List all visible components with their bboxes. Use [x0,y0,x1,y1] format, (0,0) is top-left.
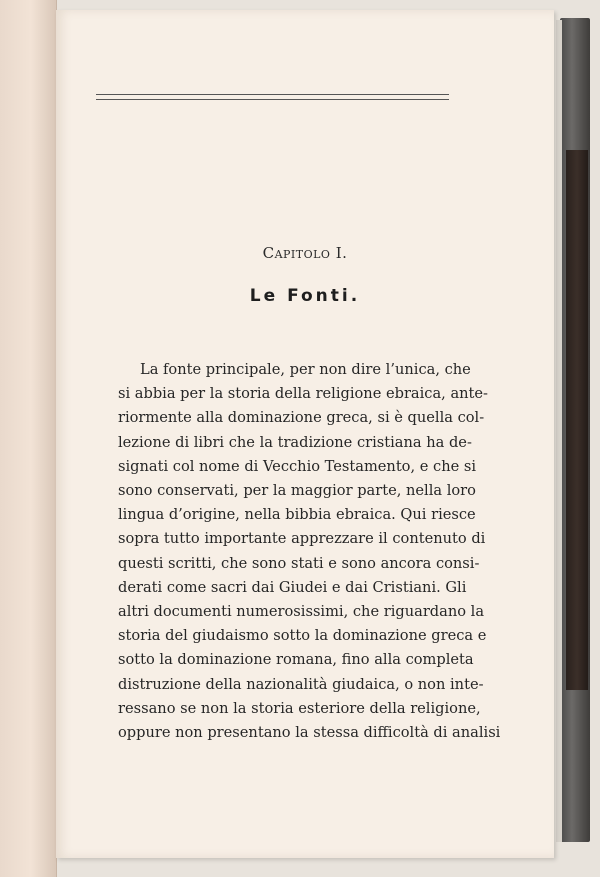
chapter-label: Capitolo I. [262,244,348,262]
body-line: si abbia per la storia della religione ebraica, ante- [118,385,488,403]
header-rule [96,94,449,100]
left-page-edge [0,0,57,877]
body-line: distruzione della nazionalità giudaica, o non inte- [118,675,484,693]
body-line: riormente alla dominazione greca, si è quella col- [118,409,485,427]
body-line: questi scritti, che sono stati e sono ancora consi- [118,554,480,572]
body-line: signati col nome di Vecchio Testamento, e che si [118,457,477,475]
body-line: storia del giudaismo sotto la dominazione greca e [118,627,487,645]
body-line: oppure non presentano la stessa difficoltà di analisi [118,724,501,742]
body-line: derati come sacri dai Giudei e dai Cristiani. Gli [118,578,467,596]
body-line: lingua d’origine, nella bibbia ebraica. Qui riesce [118,506,476,524]
body-line: ressano se non la storia esteriore della religione, [118,699,481,717]
book-page [56,10,554,858]
body-line: lezione di libri che la tradizione cristiana ha de- [118,433,472,451]
body-text [118,358,501,745]
body-line: sotto la dominazione romana, fino alla completa [118,651,474,669]
page-block-edge [556,20,562,842]
body-line: sopra tutto importante apprezzare il contenuto di [118,530,486,548]
body-line: altri documenti numerosissimi, che riguardano la [118,603,485,621]
body-line: sono conservati, per la maggior parte, nella loro [118,482,476,500]
spine-leather [566,150,588,690]
chapter-title: Le Fonti. [249,286,361,306]
body-line: La fonte principale, per non dire l’unica, che [140,361,471,378]
